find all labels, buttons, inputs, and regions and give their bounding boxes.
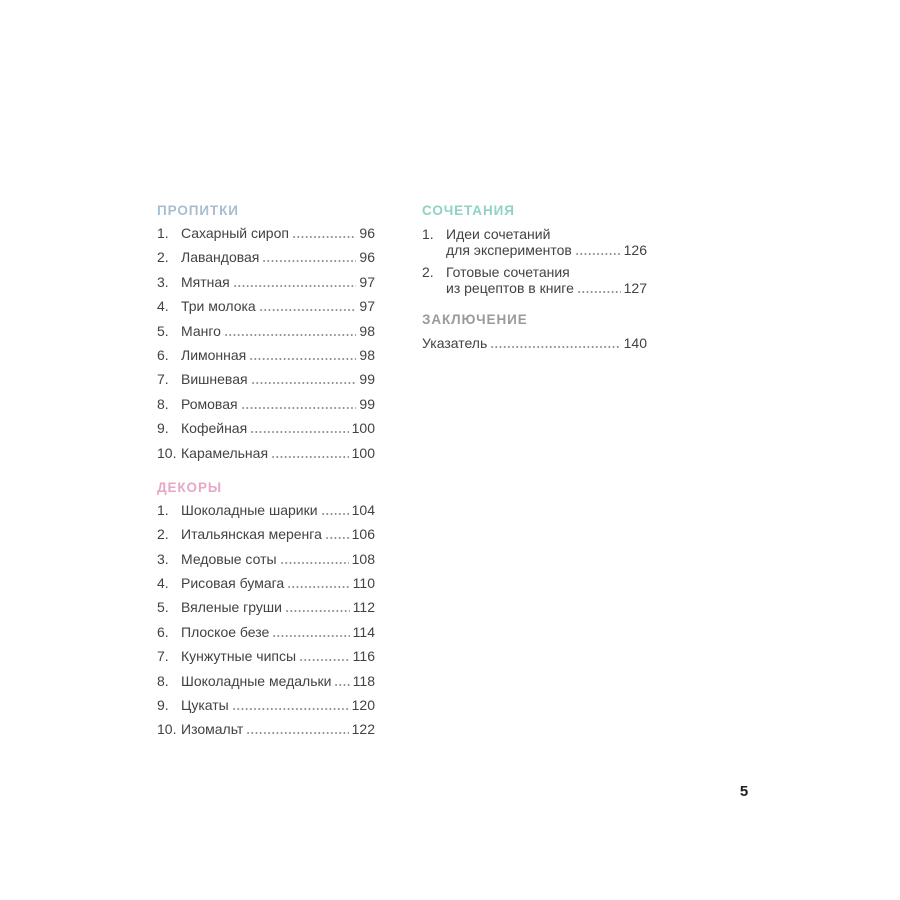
toc-row: [157, 522, 375, 546]
item-label: Шоколадные шарики: [181, 501, 318, 518]
dot-leader: [577, 291, 621, 293]
item-label: Изомальт: [181, 721, 244, 738]
item-label: Карамельная: [181, 444, 269, 461]
toc-row: [157, 343, 375, 367]
dot-leader: [246, 732, 348, 734]
toc-row: [422, 265, 647, 296]
dot-leader: [251, 382, 357, 384]
item-page: 110: [352, 575, 375, 592]
item-label-line1: Готовые сочетания: [446, 264, 570, 280]
item-page: 96: [359, 225, 375, 241]
item-label: Указатель: [422, 335, 488, 351]
section-title-zaklyuchenie: ЗАКЛЮЧЕНИЕ: [422, 312, 528, 327]
item-line2: [446, 243, 647, 259]
dot-leader: [321, 513, 349, 515]
item-page: 97: [359, 298, 375, 315]
toc-row: [157, 693, 375, 717]
toc-row: [157, 416, 375, 440]
item-number: 5.: [157, 322, 169, 339]
page-number: 5: [739, 783, 749, 800]
dot-leader: [292, 236, 356, 238]
item-page: 108: [351, 550, 375, 567]
dot-leader: [334, 684, 349, 686]
item-page: 99: [359, 371, 375, 388]
dot-leader: [241, 407, 357, 409]
toc-row: [157, 245, 375, 269]
item-label: Лимонная: [181, 346, 247, 363]
item-number: 7.: [157, 371, 169, 388]
item-label: Три молока: [181, 298, 256, 315]
item-number: 10.: [157, 444, 177, 461]
toc-section-propitki: [157, 221, 375, 465]
item-label: Рисовая бумага: [181, 575, 285, 592]
item-line2: [446, 281, 647, 297]
toc-row: [157, 294, 375, 318]
section-title-dekory: ДЕКОРЫ: [157, 479, 222, 495]
toc-row: [157, 620, 375, 644]
item-number: 3.: [157, 550, 169, 567]
item-number: 1.: [157, 225, 169, 241]
item-number: 9.: [157, 420, 169, 437]
item-number: 7.: [157, 648, 169, 665]
dot-leader: [250, 431, 348, 433]
section-title-propitki: ПРОПИТКИ: [157, 203, 239, 218]
item-page: 104: [351, 501, 375, 518]
item-number: 2.: [422, 264, 434, 280]
toc-row: [157, 367, 375, 391]
dot-leader: [271, 456, 349, 458]
dot-leader: [325, 537, 349, 539]
item-number: 1.: [157, 501, 169, 518]
item-page: 120: [351, 697, 375, 714]
toc-row: [157, 717, 375, 741]
dot-leader: [224, 334, 357, 336]
toc-row: [157, 571, 375, 595]
item-number: 8.: [157, 672, 169, 689]
item-number: 10.: [157, 721, 177, 738]
toc-row: [422, 227, 647, 258]
toc-row: [157, 392, 375, 416]
item-label: Вишневая: [181, 371, 248, 388]
item-number: 3.: [157, 273, 169, 290]
item-number: 8.: [157, 395, 169, 412]
item-text-block: [446, 227, 647, 258]
toc-row: [422, 335, 647, 351]
item-page: 114: [352, 623, 375, 640]
item-label: Ромовая: [181, 395, 238, 412]
item-page: 98: [359, 346, 375, 363]
toc-section-dekory: [157, 498, 375, 742]
item-label: Кофейная: [181, 420, 248, 437]
item-page: 127: [623, 279, 647, 296]
item-text-block: [446, 265, 647, 296]
item-number: 4.: [157, 575, 169, 592]
toc-row: [157, 595, 375, 619]
dot-leader: [287, 586, 349, 588]
item-label-line1: Идеи сочетаний: [446, 226, 551, 242]
item-page: 122: [351, 721, 375, 738]
toc-left-column: [157, 204, 375, 742]
dot-leader: [249, 358, 356, 360]
item-number: 5.: [157, 599, 169, 616]
dot-leader: [285, 610, 350, 612]
item-number: 2.: [157, 249, 169, 266]
item-page: 96: [359, 249, 375, 266]
toc-row: [157, 270, 375, 294]
dot-leader: [299, 659, 350, 661]
toc-section-sochetaniya: [422, 227, 647, 296]
item-label: Шоколадные медальки: [181, 672, 332, 689]
toc-row: [157, 547, 375, 571]
item-label-line2: для экспериментов: [446, 241, 572, 258]
item-label: Манго: [181, 322, 221, 339]
item-label: Плоское безе: [181, 623, 270, 640]
item-label: Мятная: [181, 273, 230, 290]
item-label: Лавандовая: [181, 249, 260, 266]
item-number: 1.: [422, 226, 434, 242]
toc-right-column: [422, 204, 647, 351]
toc-row: [157, 498, 375, 522]
dot-leader: [280, 562, 349, 564]
dot-leader: [233, 285, 357, 287]
item-number: 6.: [157, 623, 169, 640]
item-number: 2.: [157, 526, 169, 543]
toc-row: [157, 319, 375, 343]
item-page: 112: [352, 599, 375, 616]
item-page: 98: [359, 322, 375, 339]
item-label: Кунжутные чипсы: [181, 648, 297, 665]
dot-leader: [575, 253, 621, 255]
item-label: Цукаты: [181, 697, 229, 714]
item-page: 100: [351, 444, 375, 461]
toc-section-zaklyuchenie: [422, 335, 647, 351]
item-label: Сахарный сироп: [181, 225, 289, 241]
item-label: Итальянская меренга: [181, 526, 322, 543]
item-page: 100: [351, 420, 375, 437]
item-page: 118: [352, 672, 375, 689]
item-page: 106: [351, 526, 375, 543]
dot-leader: [232, 708, 349, 710]
section-title-sochetaniya: СОЧЕТАНИЯ: [422, 203, 515, 218]
dot-leader: [262, 260, 356, 262]
dot-leader: [272, 635, 349, 637]
toc-row: [157, 644, 375, 668]
toc-row: [157, 441, 375, 465]
item-number: 6.: [157, 346, 169, 363]
dot-leader: [490, 346, 620, 348]
toc-row: [157, 669, 375, 693]
item-number: 4.: [157, 298, 169, 315]
item-page: 140: [623, 335, 647, 351]
item-page: 97: [359, 273, 375, 290]
item-page: 126: [623, 241, 647, 258]
item-label: Медовые соты: [181, 550, 277, 567]
item-label-line2: из рецептов в книге: [446, 279, 574, 296]
item-label: Вяленые груши: [181, 599, 282, 616]
item-page: 99: [359, 395, 375, 412]
item-page: 116: [352, 648, 375, 665]
item-number: 9.: [157, 697, 169, 714]
toc-row: [157, 221, 375, 245]
dot-leader: [259, 309, 357, 311]
